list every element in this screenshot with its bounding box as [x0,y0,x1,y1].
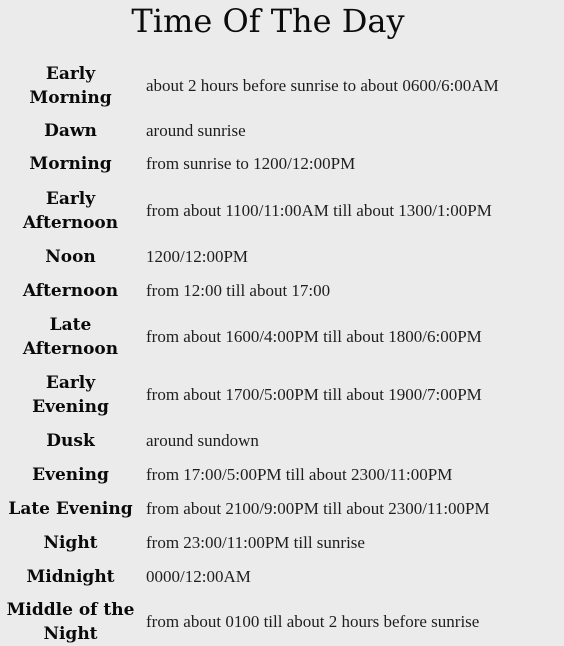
time-definition: from 12:00 till about 17:00 [146,281,331,300]
time-term-line: Early [45,189,96,209]
time-term [0,245,141,269]
time-term [0,152,141,176]
time-definition: from 23:00/11:00PM till sunrise [146,533,365,552]
time-term-line: Afternoon [22,281,119,301]
time-term-line: Late Evening [8,499,133,519]
time-term-line: Evening [32,397,109,417]
time-definition: from sunrise to 1200/12:00PM [146,154,356,173]
time-definition: from about 0100 till about 2 hours before sunrise [146,612,480,631]
time-term-line: Morning [29,154,112,174]
time-definition: from about 1100/11:00AM till about 1300/1:00PM [146,201,492,220]
time-term-line: Dusk [46,431,95,451]
time-term-line: Late [49,315,92,335]
time-definition: from about 1700/5:00PM till about 1900/7:00PM [146,385,482,404]
page-title: Time Of The Day [131,2,405,40]
time-term [0,463,141,487]
time-term [0,119,141,143]
time-term [0,313,141,361]
time-term-line: Afternoon [22,339,119,359]
time-definition: around sundown [146,431,259,450]
time-term [0,62,141,110]
time-term-line: Night [43,533,98,553]
time-definition: about 2 hours before sunrise to about 0600/6:00AM [146,76,499,95]
time-term-line: Early [45,373,96,393]
time-term-line: Evening [32,465,109,485]
time-definition: from 17:00/5:00PM till about 2300/11:00PM [146,465,453,484]
time-term [0,598,141,646]
time-term-line: Afternoon [22,213,119,233]
time-term [0,565,141,589]
time-definition: from about 2100/9:00PM till about 2300/11:00PM [146,499,490,518]
time-term [0,279,141,303]
time-definition: from about 1600/4:00PM till about 1800/6:00PM [146,327,482,346]
time-term-line: Morning [29,88,112,108]
time-definition: around sunrise [146,121,246,140]
time-term-line: Noon [45,247,96,267]
time-term [0,429,141,453]
time-term-line: Midnight [26,567,115,587]
time-term [0,371,141,419]
time-term [0,531,141,555]
time-term-line: Early [45,64,96,84]
time-term-line: Dawn [44,121,97,141]
time-term-line: Night [43,624,98,644]
time-term [0,497,141,521]
time-term [0,187,141,235]
time-definition: 0000/12:00AM [146,567,251,586]
time-definition: 1200/12:00PM [146,247,249,266]
time-term-line: Middle of the [6,600,135,620]
